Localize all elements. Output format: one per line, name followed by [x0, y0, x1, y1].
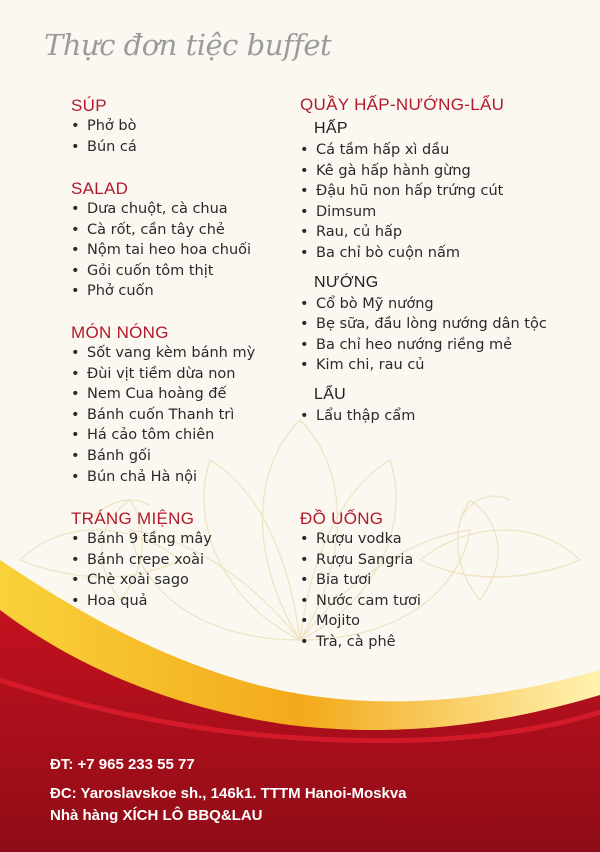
list-item: • Rượu vodka [300, 529, 421, 550]
footer-phone: ĐT: +7 965 233 55 77 [50, 756, 195, 773]
bullet-icon: • [71, 262, 80, 279]
list-item: • Đùi vịt tiềm dừa non [71, 364, 255, 385]
list-item: • Nộm tai heo hoa chuối [71, 240, 251, 261]
list-item: • Bánh crepe xoài [71, 550, 212, 571]
list-item: • Ba chỉ heo nướng riềng mẻ [300, 335, 547, 356]
list-item: • Há cảo tôm chiên [71, 425, 255, 446]
section-heading: SÚP [71, 96, 107, 115]
bullet-icon: • [300, 531, 309, 547]
item-list [71, 199, 251, 302]
list-item: • Lẩu thập cẩm [300, 406, 547, 427]
bullet-icon: • [300, 336, 309, 353]
bullet-icon: • [71, 572, 80, 589]
bullet-icon: • [300, 295, 309, 312]
bullet-icon: • [71, 531, 80, 547]
bullet-icon: • [71, 427, 80, 444]
list-item: • Gỏi cuốn tôm thịt [71, 261, 251, 282]
list-item: • Hoa quả [71, 591, 212, 612]
subheading-hotpot: LẨU [314, 385, 347, 403]
section-steam-grill-hotpot [300, 95, 547, 427]
bullet-icon: • [71, 345, 80, 361]
list-item: • Kim chi, rau củ [300, 355, 547, 376]
bullet-icon: • [71, 118, 80, 134]
bullet-icon: • [71, 242, 80, 259]
bullet-icon: • [71, 221, 80, 238]
bullet-icon: • [300, 244, 309, 261]
section-heading: ĐỒ UỐNG [300, 509, 384, 528]
list-item: • Phở cuốn [71, 281, 251, 302]
bullet-icon: • [71, 468, 80, 485]
item-list [300, 140, 547, 264]
bullet-icon: • [71, 447, 80, 464]
list-item: • Rau, củ hấp [300, 222, 547, 243]
bullet-icon: • [300, 203, 309, 220]
bullet-icon: • [300, 224, 309, 241]
section-salad [71, 179, 251, 302]
list-item: • Mojito [300, 611, 421, 632]
bullet-icon: • [71, 592, 80, 609]
bullet-icon: • [300, 407, 309, 424]
subheading-steamed: HẤP [314, 120, 348, 137]
list-item: • Cá tầm hấp xì dầu [300, 140, 547, 161]
section-heading: SALAD [71, 179, 129, 198]
section-heading: MÓN NÓNG [71, 323, 169, 342]
list-item: • Nem Cua hoàng đế [71, 384, 255, 405]
bullet-icon: • [71, 365, 80, 382]
list-item: • Bún chả Hà nội [71, 467, 255, 488]
list-item: • Ba chỉ bò cuộn nấm [300, 243, 547, 264]
list-item: • Rượu Sangria [300, 550, 421, 571]
bullet-icon: • [71, 283, 80, 300]
list-item: • Bún cá [71, 137, 137, 158]
bullet-icon: • [71, 201, 80, 217]
list-item: • Sốt vang kèm bánh mỳ [71, 343, 255, 364]
list-item: • Đậu hũ non hấp trứng cút [300, 181, 547, 202]
list-item: • Cà rốt, cần tây chẻ [71, 220, 251, 241]
bullet-icon: • [300, 316, 309, 333]
bullet-icon: • [300, 142, 309, 158]
section-heading: TRÁNG MIỆNG [71, 509, 195, 528]
footer-address: ĐC: Yaroslavskoe sh., 146k1. TTTM Hanoi-Moskva [50, 785, 407, 802]
section-hot-dishes [71, 323, 255, 487]
list-item: • Dưa chuột, cà chua [71, 199, 251, 220]
section-soup [71, 96, 137, 157]
list-item: • Cổ bò Mỹ nướng [300, 294, 547, 315]
list-item: • Phở bò [71, 116, 137, 137]
list-item: • Kê gà hấp hành gừng [300, 161, 547, 182]
bullet-icon: • [71, 551, 80, 568]
list-item: • Bánh 9 tầng mây [71, 529, 212, 550]
bullet-icon: • [300, 592, 309, 609]
bullet-icon: • [71, 406, 80, 423]
item-list [300, 406, 547, 427]
bullet-icon: • [300, 613, 309, 630]
bullet-icon: • [71, 386, 80, 403]
list-item: • Bia tươi [300, 570, 421, 591]
list-item: • Chè xoài sago [71, 570, 212, 591]
list-item: • Bánh cuốn Thanh trì [71, 405, 255, 426]
bullet-icon: • [300, 183, 309, 200]
bullet-icon: • [300, 572, 309, 589]
list-item: • Bánh gối [71, 446, 255, 467]
section-heading: QUẦY HẤP-NƯỚNG-LẨU [300, 95, 505, 114]
bullet-icon: • [300, 357, 309, 374]
list-item: • Nước cam tươi [300, 591, 421, 612]
list-item: • Dimsum [300, 202, 547, 223]
bullet-icon: • [300, 551, 309, 568]
item-list [71, 343, 255, 487]
list-item: • Bẹ sữa, đầu lòng nướng dân tộc [300, 314, 547, 335]
item-list [300, 294, 547, 376]
menu-title: Thực đơn tiệc buffet [44, 28, 332, 62]
list-item: • Trà, cà phê [300, 632, 421, 653]
bullet-icon: • [71, 138, 80, 155]
bullet-icon: • [300, 633, 309, 650]
subheading-grilled: NƯỚNG [314, 273, 379, 291]
footer-restaurant: Nhà hàng XÍCH LÔ BBQ&LAU [50, 807, 263, 824]
item-list [71, 116, 137, 157]
bullet-icon: • [300, 162, 309, 179]
